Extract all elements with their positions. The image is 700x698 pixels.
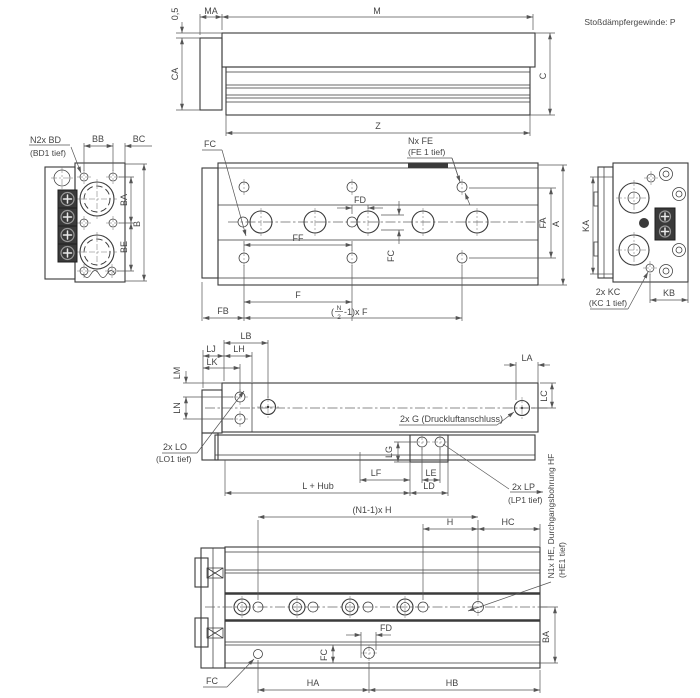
g-port-callout: 2x G (Druckluftanschluss) — [400, 414, 504, 424]
dim-label-n1h: (N1-1)x H — [352, 505, 392, 515]
svg-text:-1)x F: -1)x F — [344, 307, 368, 317]
dim-label-be: BE — [119, 240, 129, 254]
bd-callout-line2: (BD1 tief) — [30, 148, 66, 158]
dim-label-m: M — [373, 6, 381, 16]
dim-label-ba-bottom: BA — [541, 630, 551, 644]
lo-callout-line2: (LO1 tief) — [156, 454, 192, 464]
side-view — [156, 331, 556, 505]
dim-label-b: B — [132, 220, 142, 228]
dim-label-lb: LB — [240, 331, 252, 341]
fe-callout-line1: Nx FE — [408, 136, 434, 146]
dim-label-fc-bottom: FC — [319, 649, 329, 661]
dim-label-lk: LK — [206, 357, 218, 367]
dim-label-fb: FB — [217, 306, 229, 316]
dim-label-h: H — [446, 517, 454, 527]
dim-label-hb: HB — [445, 678, 459, 688]
top-side-view — [170, 6, 676, 136]
dim-label-kb: KB — [662, 288, 676, 298]
dim-label-ca: CA — [170, 67, 180, 81]
fe-callout-line2: (FE 1 tief) — [408, 147, 446, 157]
bottom-view-geometry — [195, 547, 548, 668]
dim-label-lh: LH — [233, 344, 245, 354]
right-end-view-geometry — [594, 163, 688, 282]
end-cap-hatch — [207, 568, 223, 638]
kc-callout-line1: 2x KC — [595, 287, 621, 297]
dim-label-l-hub: L + Hub — [302, 481, 334, 491]
left-end-view-dimensions — [29, 134, 152, 281]
left-end-view — [29, 134, 152, 282]
plan-view-geometry — [202, 163, 545, 285]
top-side-view-dimensions — [170, 6, 555, 136]
kc-callout-line2: (KC 1 tief) — [588, 298, 628, 308]
dim-label-c: C — [538, 72, 548, 80]
terminal-block — [655, 208, 675, 240]
plan-view-dimensions — [202, 136, 567, 321]
he-callout-line1: N1x HE, Durchgangsbohrung HF — [546, 453, 556, 579]
dim-label-ka: KA — [581, 219, 591, 233]
lp-callout-line1: 2x LP — [512, 482, 536, 492]
screw-terminal-column — [58, 190, 77, 262]
dim-label-lm: LM — [172, 366, 182, 380]
dim-label-n2-formula — [331, 305, 368, 321]
dim-label-lj: LJ — [206, 344, 216, 354]
top-side-view-geometry — [200, 33, 535, 115]
dim-label-ba: BA — [119, 193, 129, 207]
sensor-slot — [408, 163, 448, 168]
dim-label-a: A — [551, 220, 561, 228]
dim-label-hc: HC — [501, 517, 515, 527]
dim-label-ha: HA — [306, 678, 320, 688]
dim-label-fd-bottom: FD — [380, 623, 392, 633]
dim-label-la: LA — [521, 353, 533, 363]
dim-label-ld: LD — [423, 481, 435, 491]
left-end-view-geometry — [45, 163, 125, 282]
shock-absorber-note: Stoßdämpfergewinde: P — [584, 17, 676, 27]
dim-label-bb: BB — [91, 134, 105, 144]
bd-callout-line1: N2x BD — [30, 135, 62, 145]
dim-label-lc: LC — [539, 390, 549, 402]
dim-label-bc: BC — [132, 134, 146, 144]
he-callout-line2: (HE1 tief) — [557, 542, 567, 578]
fc-callout: FC — [204, 139, 216, 149]
dim-label-le: LE — [425, 468, 437, 478]
dim-label-lg: LG — [384, 445, 394, 459]
dim-label-f: F — [295, 290, 301, 300]
center-pin — [639, 218, 649, 228]
right-end-view — [581, 163, 688, 309]
fc-callout-bottom: FC — [206, 676, 218, 686]
dim-label-lf: LF — [370, 468, 382, 478]
lp-callout-line2: (LP1 tief) — [508, 495, 543, 505]
dim-label-ln: LN — [172, 402, 182, 414]
plan-view-holes — [238, 179, 488, 266]
side-view-dimensions — [156, 331, 556, 505]
dim-label-fc-vertical: FC — [386, 250, 396, 262]
svg-text:2: 2 — [337, 314, 341, 321]
dim-label-fd: FD — [354, 195, 366, 205]
dim-label-ma: MA — [204, 6, 218, 16]
plan-view — [202, 136, 567, 321]
dim-label-z: Z — [375, 121, 381, 131]
dim-label-05: 0,5 — [170, 7, 180, 21]
dim-label-ff: FF — [292, 233, 304, 243]
svg-text:N: N — [336, 305, 342, 312]
right-end-view-dimensions — [581, 177, 688, 309]
lo-callout-line1: 2x LO — [163, 442, 188, 452]
dim-label-fa: FA — [538, 217, 548, 229]
svg-text:(: ( — [331, 307, 334, 317]
